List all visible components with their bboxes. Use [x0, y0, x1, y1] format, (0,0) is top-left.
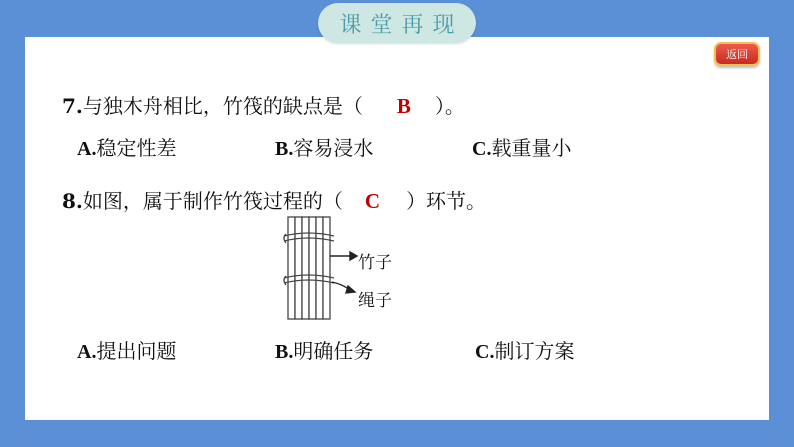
option-text: 容易浸水: [293, 136, 374, 160]
option-letter: C.: [475, 341, 495, 363]
section-title: 课堂再现: [318, 3, 476, 43]
question-8-stem-end: ）环节。: [406, 189, 487, 213]
option-letter: A.: [77, 341, 97, 363]
question-7-number: 7.: [62, 94, 83, 118]
label-rope: 绳子: [358, 291, 392, 311]
question-7-stem: 与独木舟相比，竹筏的缺点是（: [82, 94, 363, 118]
label-bamboo: 竹子: [358, 253, 392, 273]
option-letter: B.: [275, 138, 294, 160]
option-text: 制订方案: [494, 339, 575, 363]
q8-option-c[interactable]: [475, 335, 574, 364]
q7-option-c[interactable]: [472, 132, 571, 161]
q7-option-a[interactable]: [77, 132, 176, 161]
back-button[interactable]: 返回: [714, 42, 760, 66]
q8-option-b[interactable]: [275, 335, 373, 364]
option-letter: A.: [77, 138, 97, 160]
option-text: 明确任务: [293, 339, 374, 363]
q8-option-a[interactable]: [77, 335, 176, 364]
option-text: 提出问题: [96, 339, 177, 363]
question-7-answer: B: [396, 94, 411, 118]
question-8-answer: C: [364, 189, 381, 213]
question-8-number: 8.: [62, 189, 83, 213]
question-8: [62, 185, 486, 214]
option-letter: C.: [472, 138, 492, 160]
question-7-stem-end: ）。: [434, 94, 465, 118]
bamboo-raft-figure: [270, 212, 410, 327]
option-text: 载重量小: [491, 136, 572, 160]
option-letter: B.: [275, 341, 294, 363]
q7-option-b[interactable]: [275, 132, 373, 161]
question-7: [62, 90, 465, 119]
question-8-stem: 如图，属于制作竹筏过程的（: [82, 189, 343, 213]
option-text: 稳定性差: [96, 136, 177, 160]
